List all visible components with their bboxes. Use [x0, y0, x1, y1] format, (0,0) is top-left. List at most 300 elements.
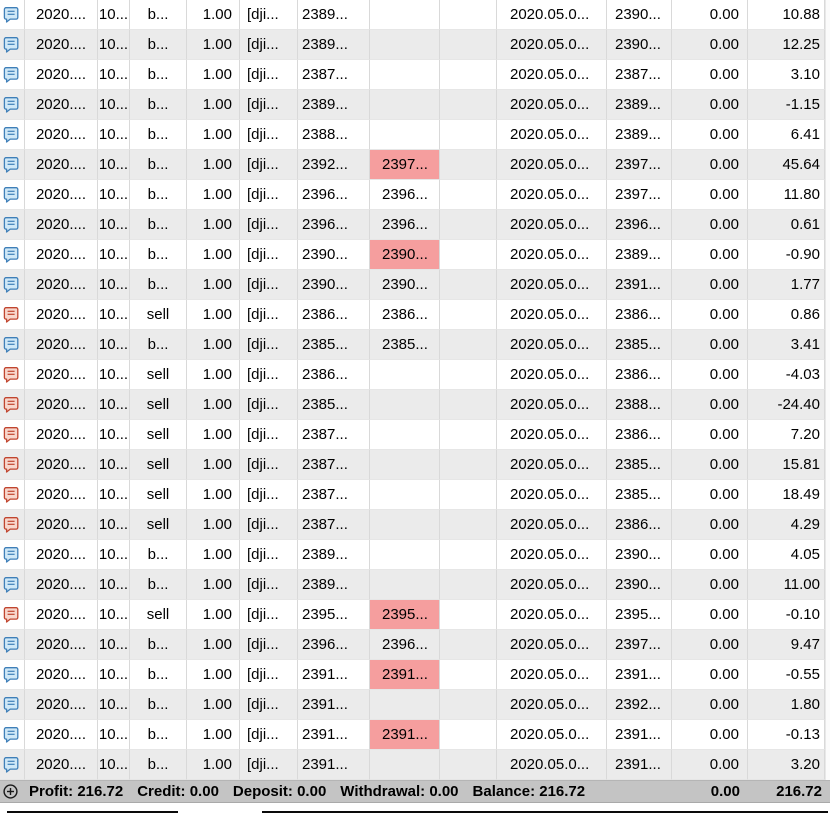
history-row[interactable] — [0, 630, 825, 660]
buy-order-icon — [0, 750, 25, 780]
cell-take-profit — [440, 630, 497, 660]
history-row[interactable] — [0, 240, 825, 270]
cell-order: 10... — [98, 450, 130, 480]
cell-stop-loss — [370, 510, 440, 540]
cell-size: 1.00 — [187, 270, 240, 300]
cell-order: 10... — [98, 600, 130, 630]
cell-take-profit — [440, 720, 497, 750]
cell-take-profit — [440, 300, 497, 330]
cell-close-price: 2392... — [607, 690, 672, 720]
cell-open-price: 2391... — [298, 690, 370, 720]
buy-order-icon — [0, 210, 25, 240]
cell-stop-loss: 2385... — [370, 330, 440, 360]
cell-order: 10... — [98, 420, 130, 450]
cell-stop-loss — [370, 360, 440, 390]
cell-stop-loss: 2390... — [370, 270, 440, 300]
cell-type: sell — [130, 600, 187, 630]
cell-open-time: 2020.... — [25, 570, 98, 600]
cell-commission: 0.00 — [672, 480, 748, 510]
cell-size: 1.00 — [187, 750, 240, 780]
sell-order-icon — [0, 510, 25, 540]
cell-stop-loss — [370, 60, 440, 90]
cell-type: b... — [130, 90, 187, 120]
cell-order: 10... — [98, 690, 130, 720]
cell-order: 10... — [98, 210, 130, 240]
cell-symbol: [dji... — [240, 750, 298, 780]
history-row[interactable] — [0, 570, 825, 600]
cell-open-price: 2395... — [298, 600, 370, 630]
cell-symbol: [dji... — [240, 300, 298, 330]
cell-take-profit — [440, 180, 497, 210]
cell-type: b... — [130, 690, 187, 720]
cell-open-price: 2391... — [298, 660, 370, 690]
cell-open-time: 2020.... — [25, 90, 98, 120]
history-row[interactable] — [0, 750, 825, 780]
cell-symbol: [dji... — [240, 30, 298, 60]
cell-commission: 0.00 — [672, 540, 748, 570]
cell-type: sell — [130, 300, 187, 330]
cell-symbol: [dji... — [240, 630, 298, 660]
history-row[interactable] — [0, 150, 825, 180]
cell-open-time: 2020.... — [25, 630, 98, 660]
cell-close-price: 2397... — [607, 180, 672, 210]
cell-close-price: 2397... — [607, 630, 672, 660]
cell-stop-loss — [370, 540, 440, 570]
cell-open-time: 2020.... — [25, 540, 98, 570]
cell-close-price: 2396... — [607, 210, 672, 240]
sell-order-icon — [0, 300, 25, 330]
cell-profit: 7.20 — [748, 420, 825, 450]
cell-commission: 0.00 — [672, 180, 748, 210]
cell-take-profit — [440, 660, 497, 690]
cell-order: 10... — [98, 360, 130, 390]
cell-profit: 18.49 — [748, 480, 825, 510]
cell-close-time: 2020.05.0... — [497, 750, 607, 780]
cell-type: sell — [130, 360, 187, 390]
cell-size: 1.00 — [187, 660, 240, 690]
cell-commission: 0.00 — [672, 330, 748, 360]
cell-close-price: 2387... — [607, 60, 672, 90]
cell-profit: 3.20 — [748, 750, 825, 780]
cell-close-time: 2020.05.0... — [497, 480, 607, 510]
cell-type: b... — [130, 180, 187, 210]
cell-order: 10... — [98, 750, 130, 780]
cell-close-time: 2020.05.0... — [497, 330, 607, 360]
cell-open-price: 2387... — [298, 480, 370, 510]
cell-open-price: 2385... — [298, 330, 370, 360]
cell-commission: 0.00 — [672, 660, 748, 690]
sell-order-icon — [0, 450, 25, 480]
cell-take-profit — [440, 600, 497, 630]
cell-type: b... — [130, 540, 187, 570]
cell-close-time: 2020.05.0... — [497, 300, 607, 330]
cell-open-price: 2389... — [298, 570, 370, 600]
cell-size: 1.00 — [187, 420, 240, 450]
buy-order-icon — [0, 630, 25, 660]
cell-stop-loss: 2386... — [370, 300, 440, 330]
cell-commission: 0.00 — [672, 720, 748, 750]
cell-order: 10... — [98, 180, 130, 210]
cell-close-time: 2020.05.0... — [497, 60, 607, 90]
history-row[interactable] — [0, 360, 825, 390]
cell-take-profit — [440, 750, 497, 780]
history-row[interactable] — [0, 600, 825, 630]
cell-type: b... — [130, 60, 187, 90]
cell-size: 1.00 — [187, 300, 240, 330]
cell-symbol: [dji... — [240, 450, 298, 480]
cell-close-price: 2386... — [607, 360, 672, 390]
cell-profit: 12.25 — [748, 30, 825, 60]
cell-commission: 0.00 — [672, 60, 748, 90]
cell-close-time: 2020.05.0... — [497, 510, 607, 540]
cell-close-price: 2391... — [607, 720, 672, 750]
cell-profit: 45.64 — [748, 150, 825, 180]
cell-open-time: 2020.... — [25, 750, 98, 780]
cell-open-time: 2020.... — [25, 420, 98, 450]
cell-size: 1.00 — [187, 570, 240, 600]
circle-plus-icon[interactable] — [3, 784, 18, 799]
cell-open-price: 2396... — [298, 630, 370, 660]
cell-close-time: 2020.05.0... — [497, 150, 607, 180]
cell-commission: 0.00 — [672, 0, 748, 30]
cell-profit: -0.10 — [748, 600, 825, 630]
cell-stop-loss: 2391... — [370, 720, 440, 750]
cell-close-price: 2397... — [607, 150, 672, 180]
cell-close-price: 2390... — [607, 0, 672, 30]
cell-open-time: 2020.... — [25, 120, 98, 150]
cell-type: sell — [130, 390, 187, 420]
cell-type: b... — [130, 150, 187, 180]
cell-size: 1.00 — [187, 630, 240, 660]
cell-type: b... — [130, 210, 187, 240]
summary-item: Profit: 216.72 — [29, 783, 124, 800]
history-row[interactable] — [0, 510, 825, 540]
cell-open-price: 2386... — [298, 360, 370, 390]
cell-close-price: 2385... — [607, 480, 672, 510]
cell-type: b... — [130, 720, 187, 750]
cell-profit: 1.80 — [748, 690, 825, 720]
cell-commission: 0.00 — [672, 510, 748, 540]
cell-profit: 3.10 — [748, 60, 825, 90]
cell-profit: 1.77 — [748, 270, 825, 300]
cell-close-time: 2020.05.0... — [497, 540, 607, 570]
cell-open-time: 2020.... — [25, 600, 98, 630]
cell-close-time: 2020.05.0... — [497, 570, 607, 600]
cell-close-time: 2020.05.0... — [497, 30, 607, 60]
cell-close-time: 2020.05.0... — [497, 720, 607, 750]
cell-close-price: 2389... — [607, 120, 672, 150]
cell-size: 1.00 — [187, 150, 240, 180]
cell-stop-loss: 2396... — [370, 180, 440, 210]
summary-item: Balance: 216.72 — [472, 783, 586, 800]
cell-close-price: 2390... — [607, 570, 672, 600]
cell-order: 10... — [98, 660, 130, 690]
cell-type: b... — [130, 30, 187, 60]
cell-close-time: 2020.05.0... — [497, 270, 607, 300]
cell-size: 1.00 — [187, 90, 240, 120]
cell-symbol: [dji... — [240, 420, 298, 450]
cell-open-time: 2020.... — [25, 150, 98, 180]
cell-open-price: 2391... — [298, 720, 370, 750]
cell-close-price: 2389... — [607, 90, 672, 120]
cell-close-time: 2020.05.0... — [497, 390, 607, 420]
cell-size: 1.00 — [187, 510, 240, 540]
cell-open-time: 2020.... — [25, 450, 98, 480]
history-row[interactable] — [0, 270, 825, 300]
cell-profit: 10.88 — [748, 0, 825, 30]
cell-take-profit — [440, 420, 497, 450]
cell-commission: 0.00 — [672, 300, 748, 330]
cell-symbol: [dji... — [240, 360, 298, 390]
cell-profit: 0.61 — [748, 210, 825, 240]
summary-profit-total: 216.72 — [776, 783, 822, 800]
cell-stop-loss — [370, 570, 440, 600]
cell-profit: 4.05 — [748, 540, 825, 570]
cell-take-profit — [440, 60, 497, 90]
cell-stop-loss — [370, 420, 440, 450]
cell-symbol: [dji... — [240, 210, 298, 240]
cell-profit: -24.40 — [748, 390, 825, 420]
cell-close-price: 2386... — [607, 300, 672, 330]
summary-totals — [29, 783, 599, 800]
cell-close-time: 2020.05.0... — [497, 120, 607, 150]
cell-profit: -4.03 — [748, 360, 825, 390]
cell-type: b... — [130, 330, 187, 360]
sell-order-icon — [0, 390, 25, 420]
cell-open-time: 2020.... — [25, 480, 98, 510]
buy-order-icon — [0, 240, 25, 270]
cell-profit: -0.13 — [748, 720, 825, 750]
cell-commission: 0.00 — [672, 240, 748, 270]
cell-stop-loss: 2396... — [370, 630, 440, 660]
cell-stop-loss — [370, 0, 440, 30]
history-row[interactable] — [0, 720, 825, 750]
history-row[interactable] — [0, 330, 825, 360]
cell-close-time: 2020.05.0... — [497, 600, 607, 630]
cell-profit: 11.00 — [748, 570, 825, 600]
cell-open-price: 2387... — [298, 450, 370, 480]
cell-type: sell — [130, 510, 187, 540]
cell-stop-loss: 2397... — [370, 150, 440, 180]
cell-close-price: 2388... — [607, 390, 672, 420]
cell-symbol: [dji... — [240, 270, 298, 300]
cell-close-price: 2385... — [607, 330, 672, 360]
cell-profit: 3.41 — [748, 330, 825, 360]
cell-type: sell — [130, 420, 187, 450]
tab-underline-left — [7, 811, 178, 813]
tab-underline-right — [262, 811, 828, 813]
cell-symbol: [dji... — [240, 720, 298, 750]
cell-order: 10... — [98, 720, 130, 750]
cell-symbol: [dji... — [240, 660, 298, 690]
cell-order: 10... — [98, 390, 130, 420]
cell-open-price: 2391... — [298, 750, 370, 780]
cell-close-time: 2020.05.0... — [497, 180, 607, 210]
cell-symbol: [dji... — [240, 570, 298, 600]
cell-close-price: 2390... — [607, 540, 672, 570]
cell-size: 1.00 — [187, 120, 240, 150]
cell-profit: -0.55 — [748, 660, 825, 690]
cell-order: 10... — [98, 240, 130, 270]
cell-order: 10... — [98, 120, 130, 150]
cell-commission: 0.00 — [672, 630, 748, 660]
tab-strip-edge — [0, 803, 830, 817]
cell-symbol: [dji... — [240, 510, 298, 540]
cell-commission: 0.00 — [672, 570, 748, 600]
cell-symbol: [dji... — [240, 180, 298, 210]
history-row[interactable] — [0, 180, 825, 210]
cell-symbol: [dji... — [240, 0, 298, 30]
buy-order-icon — [0, 540, 25, 570]
cell-symbol: [dji... — [240, 60, 298, 90]
cell-stop-loss — [370, 750, 440, 780]
cell-take-profit — [440, 570, 497, 600]
cell-size: 1.00 — [187, 390, 240, 420]
cell-take-profit — [440, 270, 497, 300]
cell-stop-loss — [370, 480, 440, 510]
cell-symbol: [dji... — [240, 690, 298, 720]
cell-close-price: 2390... — [607, 30, 672, 60]
cell-open-price: 2389... — [298, 90, 370, 120]
cell-size: 1.00 — [187, 540, 240, 570]
cell-order: 10... — [98, 540, 130, 570]
cell-close-price: 2391... — [607, 270, 672, 300]
history-row[interactable] — [0, 660, 825, 690]
cell-order: 10... — [98, 0, 130, 30]
cell-open-time: 2020.... — [25, 30, 98, 60]
cell-order: 10... — [98, 630, 130, 660]
cell-symbol: [dji... — [240, 240, 298, 270]
history-row[interactable] — [0, 540, 825, 570]
cell-order: 10... — [98, 330, 130, 360]
cell-close-time: 2020.05.0... — [497, 450, 607, 480]
cell-size: 1.00 — [187, 0, 240, 30]
cell-take-profit — [440, 450, 497, 480]
summary-commission-total: 0.00 — [710, 783, 740, 800]
cell-open-price: 2392... — [298, 150, 370, 180]
cell-type: sell — [130, 480, 187, 510]
buy-order-icon — [0, 90, 25, 120]
cell-close-price: 2389... — [607, 240, 672, 270]
cell-open-time: 2020.... — [25, 690, 98, 720]
cell-order: 10... — [98, 90, 130, 120]
cell-open-time: 2020.... — [25, 60, 98, 90]
cell-symbol: [dji... — [240, 600, 298, 630]
cell-open-time: 2020.... — [25, 360, 98, 390]
cell-open-price: 2387... — [298, 60, 370, 90]
cell-close-time: 2020.05.0... — [497, 690, 607, 720]
buy-order-icon — [0, 330, 25, 360]
cell-symbol: [dji... — [240, 480, 298, 510]
cell-take-profit — [440, 540, 497, 570]
cell-take-profit — [440, 0, 497, 30]
cell-order: 10... — [98, 570, 130, 600]
cell-stop-loss: 2396... — [370, 210, 440, 240]
buy-order-icon — [0, 180, 25, 210]
history-row[interactable] — [0, 60, 825, 90]
cell-size: 1.00 — [187, 600, 240, 630]
cell-stop-loss: 2390... — [370, 240, 440, 270]
cell-type: b... — [130, 0, 187, 30]
cell-size: 1.00 — [187, 210, 240, 240]
cell-open-time: 2020.... — [25, 180, 98, 210]
cell-open-time: 2020.... — [25, 390, 98, 420]
cell-close-time: 2020.05.0... — [497, 90, 607, 120]
cell-close-time: 2020.05.0... — [497, 660, 607, 690]
history-row[interactable] — [0, 480, 825, 510]
history-row[interactable] — [0, 450, 825, 480]
cell-stop-loss — [370, 30, 440, 60]
cell-take-profit — [440, 90, 497, 120]
cell-commission: 0.00 — [672, 210, 748, 240]
cell-open-price: 2388... — [298, 120, 370, 150]
cell-type: b... — [130, 240, 187, 270]
cell-open-price: 2389... — [298, 0, 370, 30]
cell-profit: 0.86 — [748, 300, 825, 330]
cell-open-time: 2020.... — [25, 0, 98, 30]
history-row[interactable] — [0, 300, 825, 330]
history-row[interactable] — [0, 120, 825, 150]
history-row[interactable] — [0, 420, 825, 450]
cell-size: 1.00 — [187, 360, 240, 390]
cell-take-profit — [440, 120, 497, 150]
cell-take-profit — [440, 210, 497, 240]
cell-commission: 0.00 — [672, 600, 748, 630]
cell-symbol: [dji... — [240, 390, 298, 420]
history-row[interactable] — [0, 90, 825, 120]
cell-stop-loss — [370, 690, 440, 720]
cell-type: b... — [130, 630, 187, 660]
cell-commission: 0.00 — [672, 690, 748, 720]
history-row[interactable] — [0, 690, 825, 720]
cell-take-profit — [440, 30, 497, 60]
cell-open-price: 2386... — [298, 300, 370, 330]
scrollbar-track[interactable] — [825, 0, 830, 803]
cell-stop-loss: 2395... — [370, 600, 440, 630]
history-row[interactable] — [0, 390, 825, 420]
cell-close-price: 2391... — [607, 750, 672, 780]
history-row[interactable] — [0, 30, 825, 60]
summary-item: Withdrawal: 0.00 — [340, 783, 459, 800]
cell-open-time: 2020.... — [25, 270, 98, 300]
history-row[interactable] — [0, 0, 825, 30]
cell-profit: 9.47 — [748, 630, 825, 660]
cell-stop-loss — [370, 450, 440, 480]
cell-symbol: [dji... — [240, 120, 298, 150]
cell-symbol: [dji... — [240, 330, 298, 360]
cell-close-price: 2386... — [607, 510, 672, 540]
cell-take-profit — [440, 690, 497, 720]
history-row[interactable] — [0, 210, 825, 240]
cell-close-time: 2020.05.0... — [497, 240, 607, 270]
cell-profit: 6.41 — [748, 120, 825, 150]
summary-item: Deposit: 0.00 — [232, 783, 327, 800]
buy-order-icon — [0, 690, 25, 720]
cell-type: b... — [130, 270, 187, 300]
cell-type: b... — [130, 120, 187, 150]
cell-order: 10... — [98, 60, 130, 90]
cell-open-time: 2020.... — [25, 210, 98, 240]
cell-take-profit — [440, 330, 497, 360]
cell-open-price: 2389... — [298, 540, 370, 570]
cell-open-price: 2385... — [298, 390, 370, 420]
cell-open-price: 2387... — [298, 510, 370, 540]
cell-open-time: 2020.... — [25, 300, 98, 330]
cell-size: 1.00 — [187, 690, 240, 720]
cell-size: 1.00 — [187, 450, 240, 480]
cell-stop-loss — [370, 120, 440, 150]
cell-open-time: 2020.... — [25, 510, 98, 540]
